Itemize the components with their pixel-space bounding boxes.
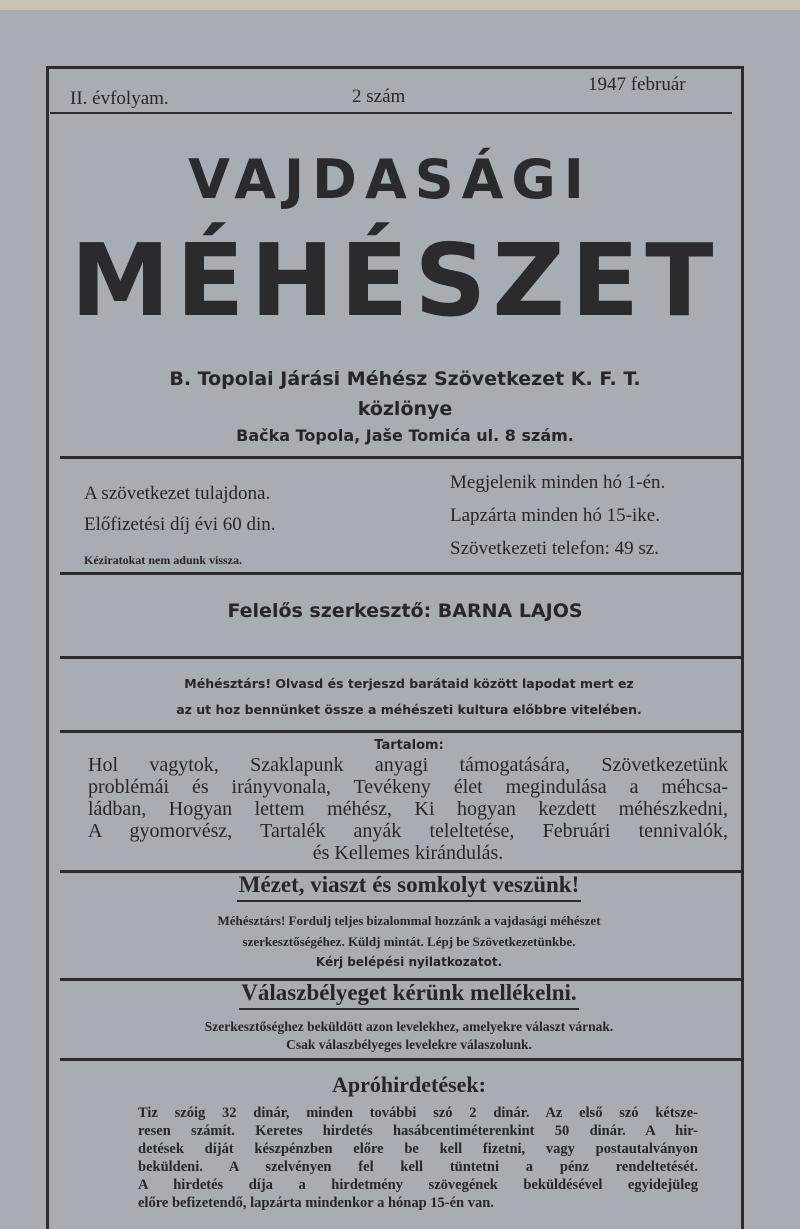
buy-line: Kérj belépési nyilatkozatot. [315,955,503,969]
divider [60,656,744,659]
divider [60,1058,744,1061]
volume: II. évfolyam. [70,88,169,109]
info-ownership: A szövetkezet tulajdona. [84,483,271,504]
appeal-line: Méhésztárs! Olvasd és terjeszd barátaid között lapodat mert ez [184,676,634,691]
contents-list [88,754,728,864]
stamp-text [64,1018,754,1054]
contents-line: és Kellemes kirándulás. [312,842,504,864]
publisher-subtitle: közlönye [357,398,453,420]
buy-line: szerkesztőségéhez. Küldj mintát. Lépj be Szövetkezetünkbe. [242,934,576,949]
issue-number: 2 szám [352,86,406,107]
issue-date: 1947 február [588,74,686,95]
divider [60,730,744,733]
paper-edge [0,0,800,10]
contents-line: A gyomorvész, Tartalék anyák teleltetése, Februári tennivalók, [88,820,728,842]
divider [50,112,732,114]
contents-line: problémái és irányvonala, Tevékeny élet megindulása a méhcsa- [88,776,728,798]
publisher-address: Bačka Topola, Jaše Tomića ul. 8 szám. [236,426,574,445]
stamp-line: Szerkesztőséghez beküldött azon levelekhez, amelyekre választ várnak. [204,1019,614,1034]
masthead-line1: VAJDASÁGI [188,148,592,211]
buy-line: Méhésztárs! Fordulj teljes bizalommal hozzánk a vajdasági méhészet [217,913,601,928]
ads-line: detések díját készpénzben előre be kell fizetni, vagy postautalványon [138,1141,698,1157]
ads-line: resen számít. Keretes hirdetés hasábcentiméterenkint 50 dinár. A hir- [138,1123,698,1139]
contents-title: Tartalom: [374,738,444,753]
info-frequency: Megjelenik minden hó 1-én. [450,472,666,493]
buy-title: Mézet, viaszt és somkolyt veszünk! [237,872,581,902]
contents-line: Hol vagytok, Szaklapunk anyagi támogatására, Szövetkezetünk [88,754,728,776]
divider [60,572,744,575]
editor: Felelős szerkesztő: BARNA LAJOS [227,600,583,622]
ads-title: Apróhirdetések: [332,1072,486,1097]
stamp-title-wrap [64,980,754,1010]
appeal-line: az ut hoz bennünket össze a méhészeti kultura előbbre vitelében. [176,702,642,717]
stamp-title: Válaszbélyeget kérünk mellékelni. [239,980,578,1010]
info-phone: Szövetkezeti telefon: 49 sz. [450,538,659,559]
info-deadline: Lapzárta minden hó 15-ike. [450,505,660,526]
contents-line: ládban, Hogyan lettem méhész, Ki hogyan kezdett méhészkedni, [88,798,728,820]
ads-line: A hirdetés díja a hirdetmény szövegének beküldésével egyidejüleg [138,1177,698,1193]
stamp-line: Csak válaszbélyeges levelekre válaszolunk. [286,1037,532,1052]
ads-line: beküldeni. A szelvényen fel kell tüntetni a pénz rendeltetését. [138,1159,698,1175]
buy-title-wrap [64,872,754,902]
ads-text [138,1104,698,1212]
info-subscription: Előfizetési díj évi 60 din. [84,514,276,535]
masthead-line2: MÉHÉSZET [70,222,720,339]
ads-line: előre befizetendő, lapzárta mindenkor a hónap 15-én van. [138,1195,494,1211]
info-manuscripts: Kéziratokat nem adunk vissza. [84,553,243,567]
publisher-name: B. Topolai Járási Méhész Szövetkezet K. F. T. [169,368,641,390]
ads-line: Tiz szóig 32 dinár, minden további szó 2 dinár. Az első szó kétsze- [138,1105,698,1121]
divider [60,456,744,459]
buy-text [64,910,754,973]
